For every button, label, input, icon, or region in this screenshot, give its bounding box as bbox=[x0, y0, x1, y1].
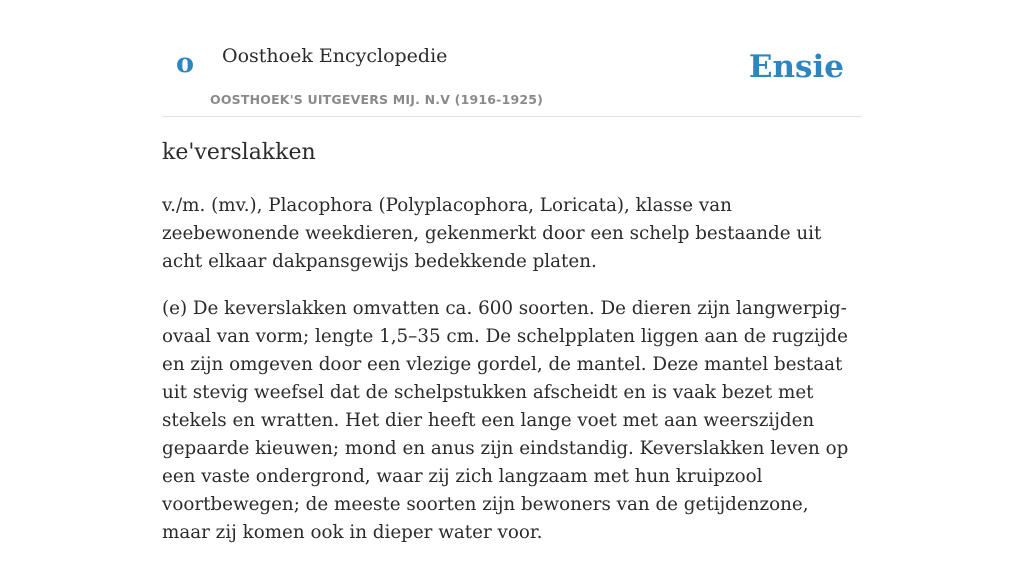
entry-body bbox=[162, 192, 862, 566]
publisher-label: OOSTHOEK'S UITGEVERS MIJ. N.V (1916-1925) bbox=[210, 92, 544, 107]
logo-icon[interactable]: o bbox=[176, 48, 195, 79]
encyclopedia-title[interactable]: Oosthoek Encyclopedie bbox=[222, 45, 448, 67]
entry-paragraph: (e) De keverslakken omvatten ca. 600 soorten. De dieren zijn langwerpig-ovaal van vorm; lengte 1,5–35 cm. De schelpplaten liggen aan de rugzijde en zijn omgeven door een vlezige gordel, de mantel. Deze mantel bestaat uit stevig weefsel dat de schelpstukken afscheidt en is vaak bezet met stekels en wratten. Het dier heeft een lange voet met aan weerszijden gepaarde kieuwen; mond en anus zijn eindstandig. Keverslakken leven op een vaste ondergrond, waar zij zich langzaam met hun kruipzool voortbewegen; de meeste soorten zijn bewoners van de getijdenzone, maar zij komen ook in dieper water voor. bbox=[162, 298, 849, 543]
site-brand-link[interactable]: Ensie bbox=[748, 49, 844, 85]
header bbox=[162, 0, 862, 117]
entry-paragraph: v./m. (mv.), Placophora (Polyplacophora, Loricata), klasse van zeebewonende weekdieren, gekenmerkt door een schelp bestaande uit acht elkaar dakpansgewijs bedekkende platen. bbox=[162, 195, 822, 272]
entry-title: ke'verslakken bbox=[162, 140, 316, 165]
page bbox=[162, 0, 862, 543]
